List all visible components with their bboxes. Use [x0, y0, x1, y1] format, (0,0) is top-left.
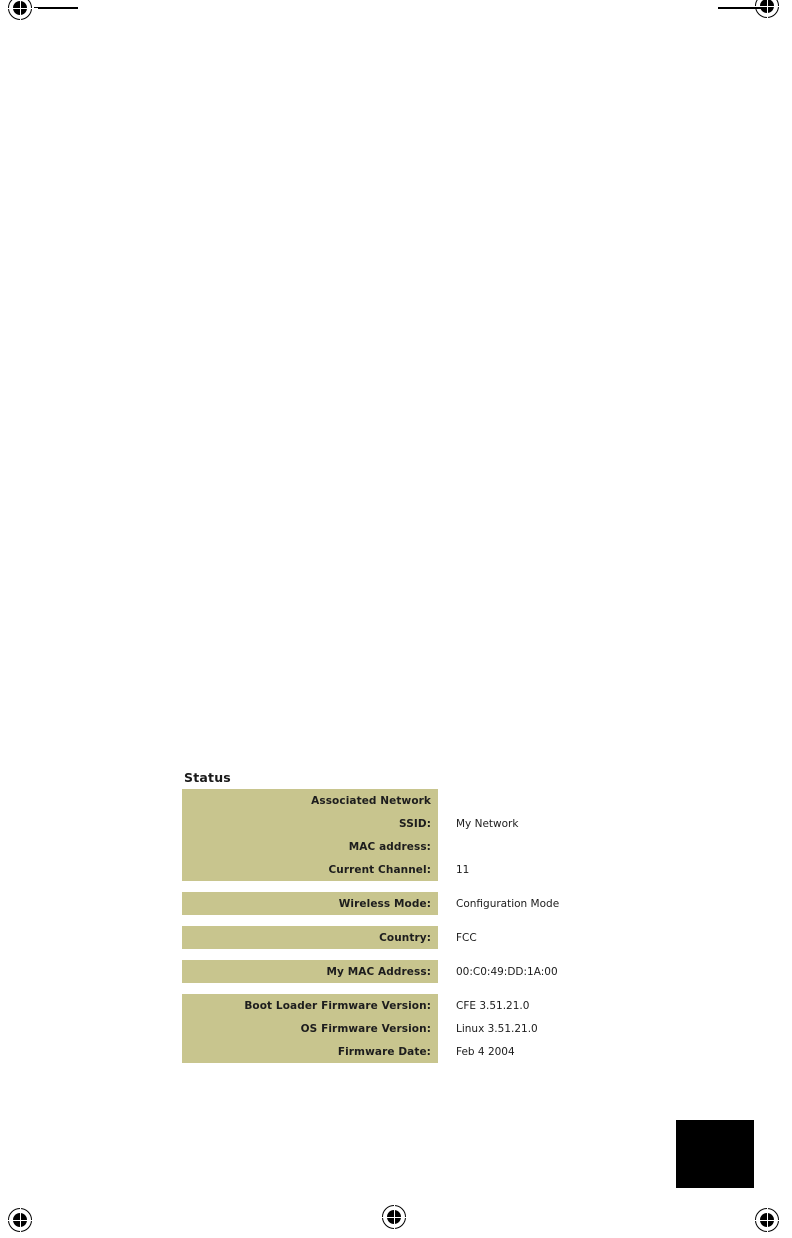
color-calibration-block [676, 1120, 754, 1188]
registration-mark-bottom-right [755, 1208, 781, 1234]
row-value: Linux 3.51.21.0 [456, 1022, 538, 1035]
row-label: Country: [182, 926, 438, 949]
row-value: My Network [456, 817, 519, 830]
row-label: My MAC Address: [182, 960, 438, 983]
status-group-firmware [182, 994, 610, 1063]
status-table [182, 789, 610, 1063]
row-value [438, 789, 610, 812]
table-row [182, 892, 610, 915]
page-title: Status [184, 770, 231, 785]
table-row [182, 926, 610, 949]
row-value: Feb 4 2004 [456, 1045, 515, 1058]
registration-mark-top-right [755, 0, 781, 20]
row-label: Wireless Mode: [182, 892, 438, 915]
crop-line-top-left [34, 7, 78, 9]
row-value [438, 835, 610, 858]
registration-mark-bottom-left [8, 1208, 34, 1234]
table-row [182, 812, 610, 835]
row-value: 11 [456, 863, 470, 876]
row-value: Configuration Mode [456, 897, 560, 910]
row-value: CFE 3.51.21.0 [456, 999, 530, 1012]
row-label: MAC address: [182, 835, 438, 858]
status-group-associated-network [182, 789, 610, 881]
table-row [182, 1040, 610, 1063]
status-group-country [182, 926, 610, 949]
status-panel [182, 770, 610, 1063]
table-row [182, 994, 610, 1017]
status-group-wireless-mode [182, 892, 610, 915]
table-row [182, 1017, 610, 1040]
table-row [182, 835, 610, 858]
row-label: OS Firmware Version: [182, 1017, 438, 1040]
table-row [182, 960, 610, 983]
status-group-my-mac-address [182, 960, 610, 983]
row-label: SSID: [182, 812, 438, 835]
table-row [182, 789, 610, 812]
row-value: 00:C0:49:DD:1A:00 [456, 965, 558, 978]
row-value: FCC [456, 931, 477, 944]
row-label: Associated Network [182, 789, 438, 812]
row-label: Current Channel: [182, 858, 438, 881]
row-label: Firmware Date: [182, 1040, 438, 1063]
row-label: Boot Loader Firmware Version: [182, 994, 438, 1017]
table-row [182, 858, 610, 881]
registration-mark-bottom-center [382, 1205, 408, 1231]
registration-mark-top-left [8, 0, 34, 22]
